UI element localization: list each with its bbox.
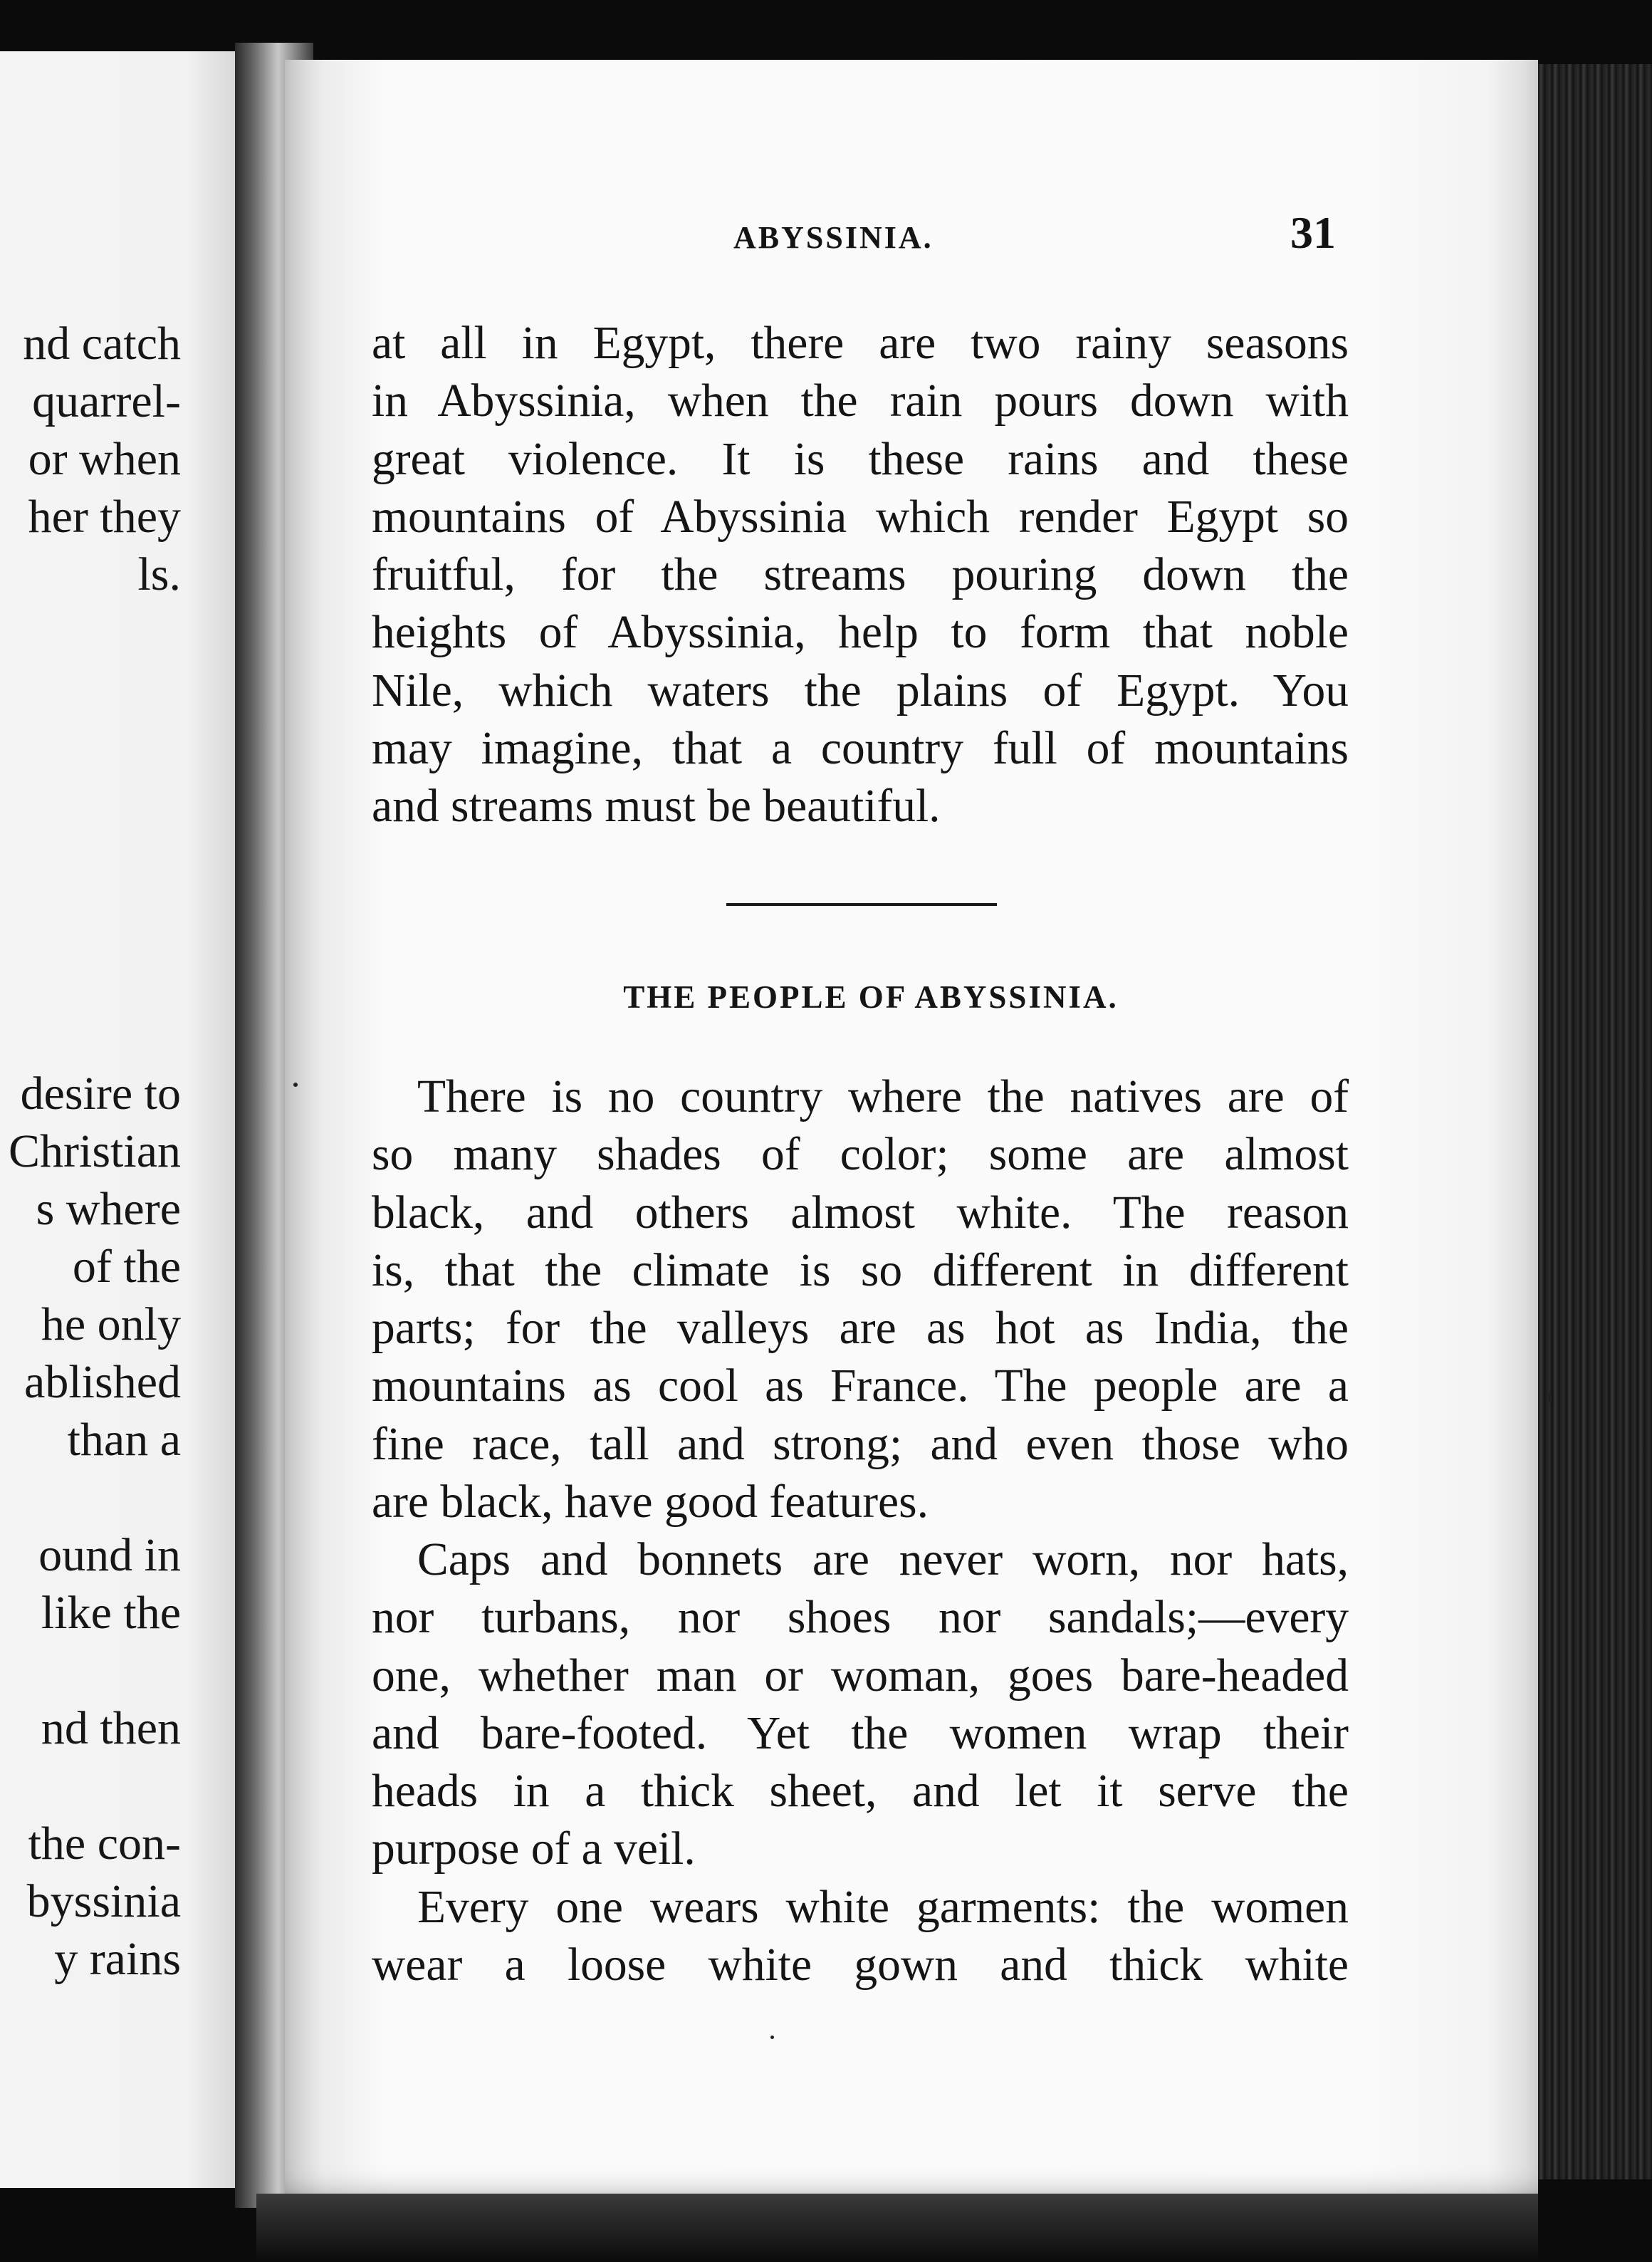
previous-page-line: like the xyxy=(41,1587,181,1639)
margin-speck xyxy=(770,2036,774,2039)
page-block-edge xyxy=(1531,64,1652,2179)
margin-speck xyxy=(293,1083,298,1087)
previous-page-line xyxy=(0,1007,181,1065)
previous-page-line xyxy=(0,834,181,892)
text-line: one, whether man or woman, goes bare-headed xyxy=(372,1649,1349,1701)
text-line: and streams must be beautiful. xyxy=(372,781,941,833)
previous-page-line: her they xyxy=(28,491,181,543)
text-line: parts; for the valleys are as hot as India, the xyxy=(372,1303,1349,1355)
text-line: mountains of Abyssinia which render Egypt so xyxy=(372,491,1349,543)
page-number: 31 xyxy=(1290,207,1336,258)
previous-page-line xyxy=(0,661,181,719)
text-line: Nile, which waters the plains of Egypt. You xyxy=(372,664,1349,716)
text-line: Caps and bonnets are never worn, nor hats, xyxy=(417,1534,1349,1585)
previous-page-line xyxy=(0,1642,181,1699)
previous-page-line: the con- xyxy=(28,1818,181,1870)
previous-page-line xyxy=(0,603,181,661)
section-heading: THE PEOPLE OF ABYSSINIA. xyxy=(623,979,1119,1015)
previous-page-line: he only xyxy=(41,1298,181,1350)
text-line: may imagine, that a country full of mountains xyxy=(372,723,1349,775)
previous-page-line: s where xyxy=(36,1183,181,1235)
text-line: in Abyssinia, when the rain pours down with xyxy=(372,375,1349,427)
previous-page-text xyxy=(0,315,181,1988)
text-line: mountains as cool as France. The people are a xyxy=(372,1360,1349,1412)
text-line: is, that the climate is so different in different xyxy=(372,1244,1349,1296)
section-divider-rule xyxy=(726,903,997,906)
text-line: purpose of a veil. xyxy=(372,1823,696,1875)
previous-page-line xyxy=(0,949,181,1007)
text-line: are black, have good features. xyxy=(372,1476,929,1528)
previous-page-line xyxy=(0,892,181,949)
bottom-shadow xyxy=(256,2194,1538,2262)
previous-page-line: byssinia xyxy=(26,1875,181,1927)
previous-page xyxy=(0,51,265,2188)
previous-page-line xyxy=(0,776,181,834)
paragraph-white-garments xyxy=(372,1879,1349,1995)
paragraph-shades-of-color xyxy=(372,1068,1349,1531)
previous-page-line: Christian xyxy=(9,1125,181,1177)
text-line: heights of Abyssinia, help to form that noble xyxy=(372,607,1349,659)
previous-page-line: nd catch xyxy=(23,318,181,370)
paragraph-rainy-seasons xyxy=(372,315,1349,836)
text-line: so many shades of color; some are almost xyxy=(372,1129,1349,1181)
previous-page-line xyxy=(0,719,181,776)
text-line: wear a loose white gown and thick white xyxy=(372,1939,1349,1991)
previous-page-line: quarrel- xyxy=(32,375,181,427)
previous-page-line: nd then xyxy=(41,1702,181,1754)
text-line: great violence. It is these rains and these xyxy=(372,433,1349,485)
text-line: fruitful, for the streams pouring down the xyxy=(372,549,1349,601)
text-line: and bare-footed. Yet the women wrap their xyxy=(372,1707,1349,1759)
previous-page-line: ls. xyxy=(137,548,181,600)
previous-page-line: y rains xyxy=(54,1933,181,1985)
previous-page-line: or when xyxy=(28,433,181,485)
previous-page-line: desire to xyxy=(20,1068,181,1120)
previous-page-line: of the xyxy=(72,1241,181,1293)
previous-page-line: ablished xyxy=(24,1356,181,1408)
text-line: at all in Egypt, there are two rainy seasons xyxy=(372,318,1349,369)
paragraph-caps-and-bonnets xyxy=(372,1531,1349,1879)
text-line: There is no country where the natives are of xyxy=(417,1071,1349,1122)
text-line: Every one wears white garments: the women xyxy=(417,1882,1349,1933)
previous-page-line: than a xyxy=(67,1414,181,1466)
text-line: nor turbans, nor shoes nor sandals;—every xyxy=(372,1592,1349,1644)
margin-speck xyxy=(1548,1392,1552,1402)
text-line: heads in a thick sheet, and let it serve the xyxy=(372,1766,1349,1818)
text-line: fine race, tall and strong; and even those who xyxy=(372,1418,1349,1470)
running-head: ABYSSINIA. xyxy=(733,220,934,255)
previous-page-line: ound in xyxy=(38,1529,181,1581)
text-line: black, and others almost white. The reason xyxy=(372,1187,1349,1239)
previous-page-line xyxy=(0,1757,181,1815)
previous-page-line xyxy=(0,1469,181,1526)
